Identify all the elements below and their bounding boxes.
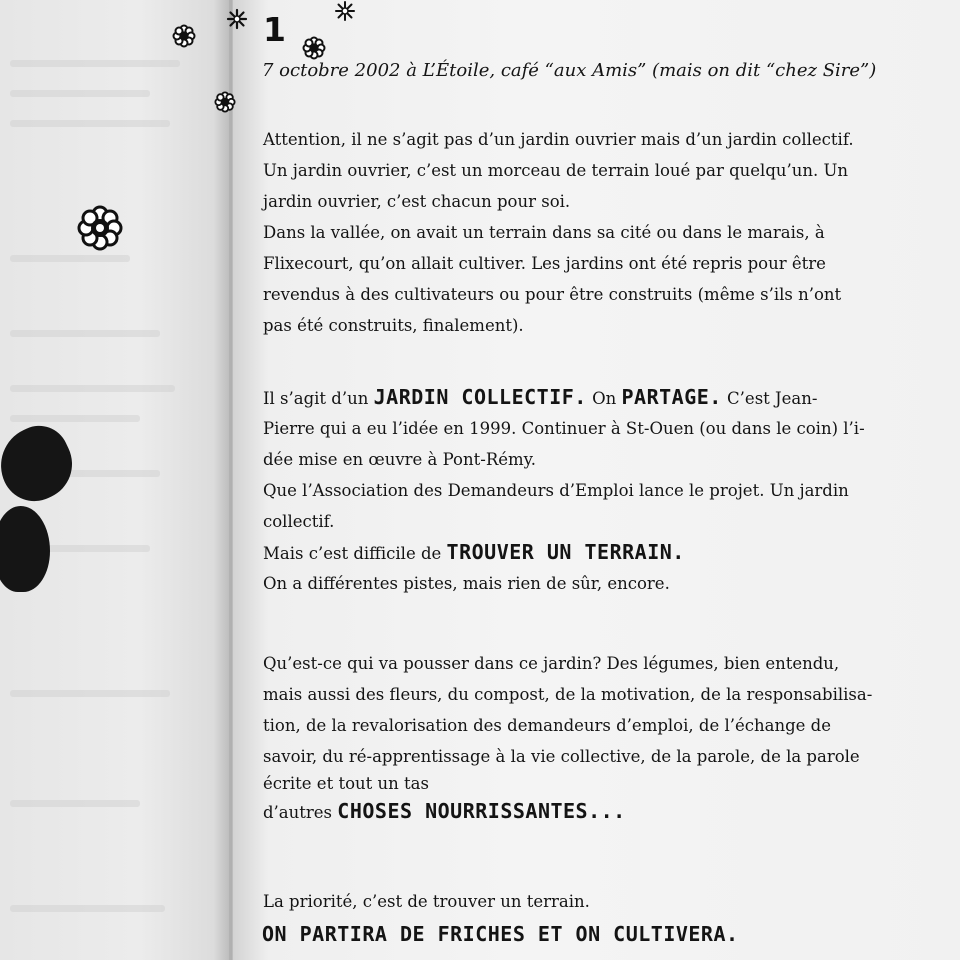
text-segment: Il s’agit d’un (263, 389, 374, 408)
show-through-text (10, 90, 150, 97)
text-line: pas été construits, finalement). (263, 316, 524, 335)
text-line: écrite et tout un tas (263, 774, 429, 793)
text-line: La priorité, c’est de trouver un terrain. (263, 892, 590, 911)
page-number: 1 (263, 10, 286, 49)
show-through-text (10, 255, 130, 262)
paragraph-intro (263, 124, 854, 341)
asterisk-flower-icon (226, 8, 248, 30)
text-line: On a différentes pistes, mais rien de sûr, encore. (263, 574, 670, 593)
text-line (263, 796, 872, 827)
emphasis-jardin-collectif: JARDIN COLLECTIF. (373, 385, 587, 409)
page-fold (229, 0, 233, 960)
closing-statement: ON PARTIRA DE FRICHES ET ON CULTIVERA. (262, 922, 739, 946)
text-line: Pierre qui a eu l’idée en 1999. Continuer à St-Ouen (ou dans le coin) l’i- (263, 419, 865, 438)
emphasis-trouver-terrain: TROUVER UN TERRAIN. (446, 540, 685, 564)
text-line: jardin ouvrier, c’est chacun pour soi. (263, 192, 571, 211)
dateline: 7 octobre 2002 à L’Étoile, café “aux Amis” (mais on dit “chez Sire”) (262, 60, 877, 81)
text-line: revendus à des cultivateurs ou pour être construits (même s’ils n’ont (263, 285, 842, 304)
text-line: Dans la vallée, on avait un terrain dans sa cité ou dans le marais, à (263, 223, 825, 242)
text-segment: On (586, 389, 622, 408)
show-through-text (10, 330, 160, 337)
flower-icon (76, 204, 124, 252)
text-line (263, 537, 865, 568)
text-line: tion, de la revalorisation des demandeurs d’emploi, de l’échange de (263, 716, 831, 735)
show-through-text (10, 800, 140, 807)
text-line: mais aussi des fleurs, du compost, de la motivation, de la responsabilisa- (263, 685, 873, 704)
text-segment: Mais c’est difficile de (263, 544, 447, 563)
flower-icon (214, 91, 236, 113)
show-through-text (10, 120, 170, 127)
paragraph-jardin (263, 648, 872, 827)
show-through-text (10, 60, 180, 67)
paragraph-priorite (263, 886, 590, 917)
asterisk-flower-icon (334, 0, 356, 22)
paragraph-collectif (263, 382, 865, 599)
text-line: dée mise en œuvre à Pont-Rémy. (263, 450, 537, 469)
text-line: savoir, du ré-apprentissage à la vie collective, de la parole, de la parole (263, 747, 860, 766)
text-line: Attention, il ne s’agit pas d’un jardin ouvrier mais d’un jardin collectif. (263, 130, 854, 149)
text-line: Flixecourt, qu’on allait cultiver. Les jardins ont été repris pour être (263, 254, 826, 273)
text-line (263, 382, 865, 413)
flower-icon (172, 24, 196, 48)
text-line: Que l’Association des Demandeurs d’Emploi lance le projet. Un jardin (263, 481, 849, 500)
show-through-text (10, 385, 175, 392)
emphasis-choses-nourrissantes: CHOSES NOURRISSANTES... (337, 799, 626, 823)
text-segment: d’autres (263, 803, 338, 822)
emphasis-partage: PARTAGE. (621, 385, 722, 409)
show-through-text (10, 690, 170, 697)
flower-icon (302, 36, 326, 60)
show-through-text (10, 415, 140, 422)
show-through-text (10, 905, 165, 912)
text-line: Qu’est-ce qui va pousser dans ce jardin? Des légumes, bien entendu, (263, 654, 840, 673)
text-line: Un jardin ouvrier, c’est un morceau de terrain loué par quelqu’un. Un (263, 161, 849, 180)
text-line: collectif. (263, 512, 335, 531)
text-segment: C’est Jean- (721, 389, 818, 408)
